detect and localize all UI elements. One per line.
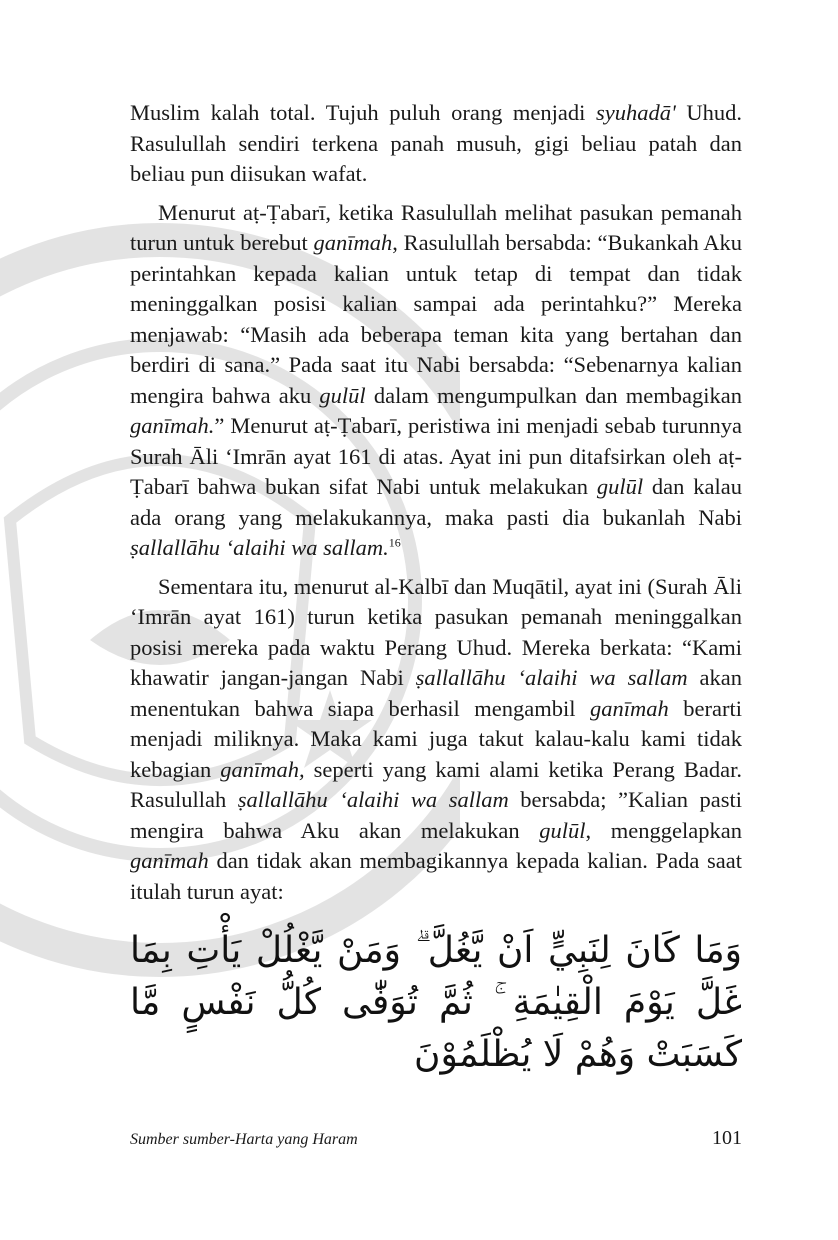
text-run: dan kalau ada orang yang melakukannya, maka pasti dia bukanlah Nabi (130, 474, 742, 530)
italic-term: ganīmah. (130, 413, 215, 438)
italic-term: gulūl (596, 474, 644, 499)
text-run: Uhud. Rasulullah sendiri terkena panah musuh, gigi beliau patah dan beliau pun diisukan wafat. (130, 100, 742, 186)
text-run: seperti yang kami alami ketika Perang Badar. Rasulullah (130, 756, 742, 812)
text-run: berarti menjadi miliknya. Maka kami juga takut kalau-kalu kami tidak kebagian (130, 695, 742, 782)
page-number: 101 (712, 1127, 742, 1149)
text-run: ” Menurut aṭ-Ṭabarī, peristiwa ini menjadi sebab turunnya Surah Āli ‘Imrān ayat 161 di atas. Ayat ini pun ditafsirkan oleh aṭ-Ṭabarī bahwa bukan sifat Nabi untuk melakukan (130, 413, 742, 499)
italic-term: ganīmah (313, 230, 393, 255)
text-run: dalam mengumpulkan dan membagikan (365, 382, 742, 408)
text-run: Muslim kalah total. Tujuh puluh orang menjadi (130, 100, 596, 125)
text-run: dan tidak akan membagikannya kepada kalian. Pada saat itulah turun ayat: (130, 848, 742, 904)
italic-term: syuhadā' (595, 100, 676, 125)
text-run: Menurut aṭ-Ṭabarī, ketika Rasulullah melihat pasukan pemanah turun untuk berebut (130, 199, 742, 255)
paragraph-1 (130, 98, 742, 190)
page-body (130, 98, 742, 1081)
italic-term: ṣallallāhu ‘alaihi wa sallam (237, 787, 509, 812)
paragraph-3 (130, 572, 742, 908)
text-run: , menggelapkan (585, 817, 742, 843)
text-run: bersabda; ”Kalian pasti mengira bahwa Aku akan melakukan (130, 787, 742, 843)
page-footer (130, 1127, 742, 1150)
paragraph-2 (130, 198, 742, 564)
italic-term: gulūl (319, 382, 366, 408)
italic-term: ganīmah (590, 695, 669, 721)
italic-term: ṣallallāhu ‘alaihi wa sallam (415, 665, 688, 690)
footnote-ref: 16 (388, 535, 401, 550)
text-run: akan menentukan bahwa siapa berhasil mengambil (130, 665, 742, 721)
quran-verse: وَمَا كَانَ لِنَبِيٍّ اَنْ يَّغُلَّ ۗ وَمَنْ يَّغْلُلْ يَأْتِ بِمَا غَلَّ يَوْمَ الْقِيٰمَةِ ۚ ثُمَّ تُوَفّٰى كُلُّ نَفْسٍ مَّا كَسَبَتْ وَهُمْ لَا يُظْلَمُوْنَ (130, 930, 742, 1075)
italic-term: gulūl (539, 817, 586, 843)
italic-term: ṣallallāhu ‘alaihi wa sallam. (130, 535, 389, 560)
italic-term: ganīmah, (220, 756, 305, 782)
running-footer-title: Sumber sumber-Harta yang Haram (130, 1131, 358, 1148)
italic-term: ganīmah (130, 848, 209, 873)
text-run: , Rasulullah bersabda: “Bukankah Aku perintahkan kepada kalian untuk tetap di tempat dan tidak meninggalkan posisi kalian sampai ada perintahku?” Mereka menjawab: “Masih ada beberapa teman kita yang bertahan dan berdiri di sana.” Pada saat itu Nabi bersabda: “Sebenarnya kalian mengira bahwa aku (130, 230, 742, 408)
text-run: Sementara itu, menurut al-Kalbī dan Muqātil, ayat ini (Surah Āli ‘Imrān ayat 161) turun ketika pasukan pemanah meninggalkan posisi mereka pada waktu Perang Uhud. Mereka berkata: “Kami khawatir jangan-jangan Nabi (130, 573, 742, 690)
